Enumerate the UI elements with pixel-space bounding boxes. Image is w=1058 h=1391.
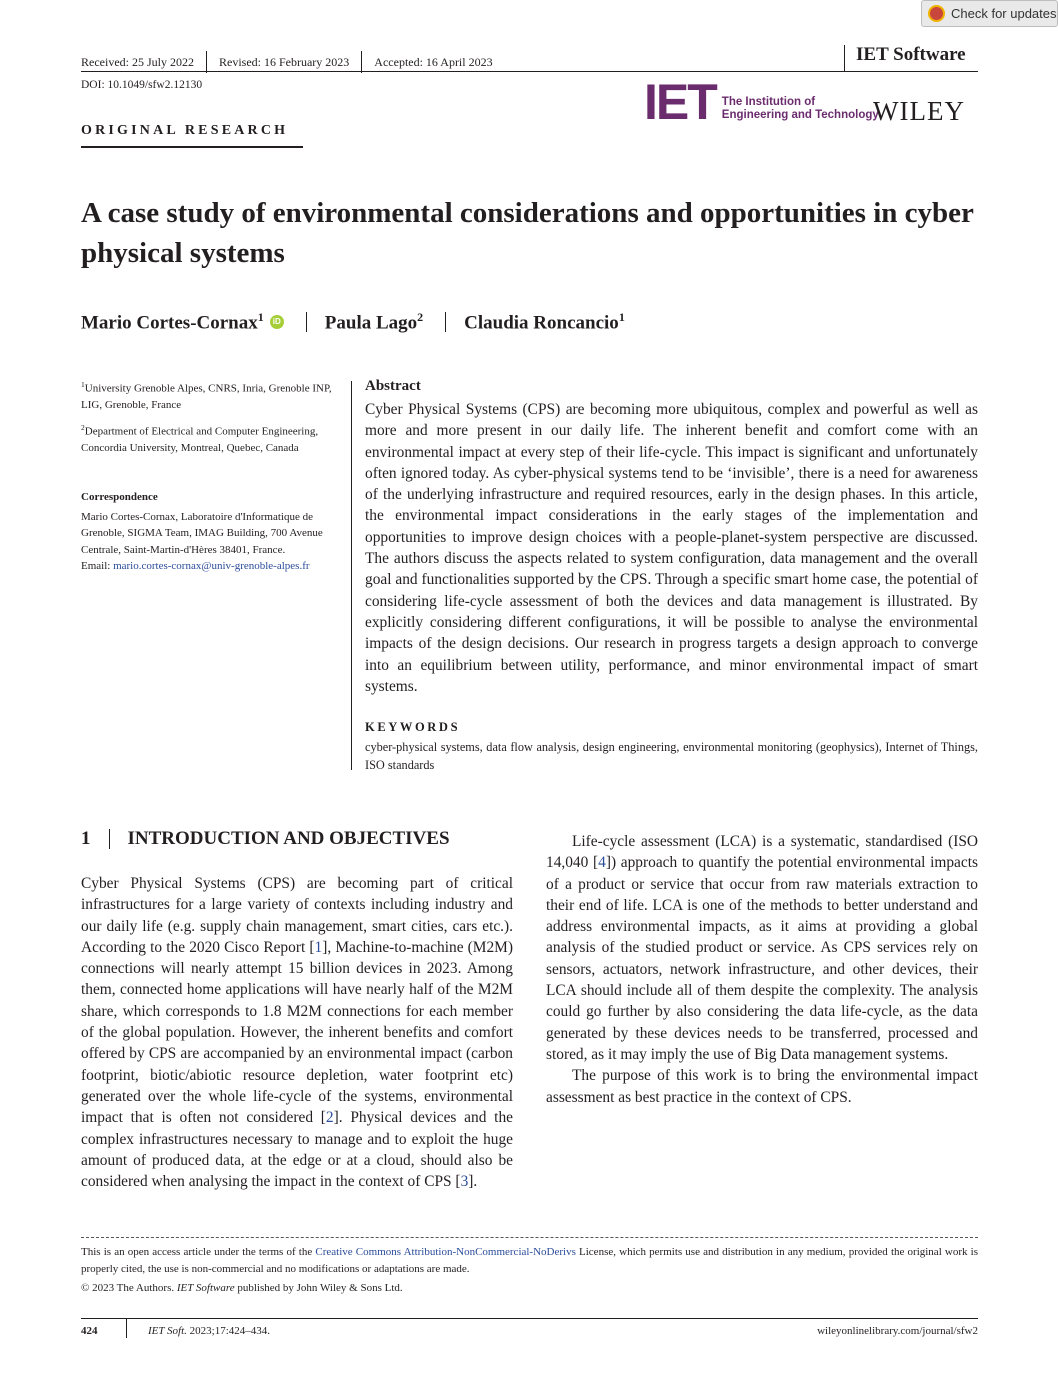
- accepted-date: Accepted: 16 April 2023: [374, 54, 493, 69]
- affiliation: $^2$Department of Electrical and Computer Engineering, Concordia University, Montreal, Quebec, Canada: [81, 422, 319, 454]
- divider: [109, 829, 110, 849]
- body-paragraph: Cyber Physical Systems (CPS) are becoming part of critical infrastructures for a large variety of contexts including industry and our daily life (e.g. supply chain management, smart cities, cars etc.). According to the 2020 Cisco Report [1], Machine-to-machine (M2M) connections will nearly attempt 15 billion devices in 2023. Among them, connected home applications will have nearly half of the M2M share, which corresponds to 1.8 M2M connections for each member of the global population. However, the inherent benefits and comfort offered by CPS are accompanied by an environmental impact (carbon footprint, biotic/abiotic resource depletion, water footprint etc) generated over the whole life-cycle of the systems, environmental impact that is often not considered [2]. Physical devices and the complex infrastructures necessary to manage and to exploit the huge amount of produced data, at the edge or at a cloud, should also be considered when analysing the impact in the context of CPS [3].: [81, 875, 513, 1191]
- citation-link[interactable]: 2: [325, 1109, 334, 1127]
- body-column-right: [546, 831, 978, 1108]
- check-for-updates-label: Check for updates: [951, 6, 1057, 21]
- iet-logo-line1: The Institution of: [721, 96, 816, 108]
- divider: [445, 312, 446, 332]
- body-column-left: [81, 873, 513, 1192]
- article-dates: [81, 51, 493, 73]
- abstract-text: Cyber Physical Systems (CPS) are becoming more ubiquitous, complex and powerful as well as more and more present in our daily life. The inherent benefit and comfort come with an environmental impact at every step of their life-cycle. This impact is significant and unfortunately often ignored today. As cyber-physical systems tend to be ‘invisible’, there is a need for awareness of the underlying infrastructure and required resources, early in the design phases. In this article, the environmental impact considerations in the early stages of the implementation and opportunities to improve design choices with a people-planet-system perspective are discussed. The authors discuss the aspects related to system configuration, data management and the overall goal and functionalities supported by the CPS. Through a specific smart home case, the potential of considering life-cycle assessment of both the devices and data management is illustrated. By explicitly considering different configurations, it will be possible to analyse the environmental impacts of the design decisions. Our research in progress targets a design approach to converge into an equilibrium between utility, performance, and minor environmental impact of smart systems.: [365, 401, 978, 695]
- crossmark-icon: [928, 5, 945, 22]
- keywords-heading: KEYWORDS: [365, 720, 461, 734]
- license-link[interactable]: Creative Commons Attribution-NonCommercial-NoDerivs: [315, 1246, 576, 1258]
- correspondence-heading: Correspondence: [81, 491, 158, 503]
- citation-link[interactable]: 4: [598, 854, 606, 872]
- abstract-rule: [351, 381, 352, 770]
- iet-logo: [644, 74, 879, 130]
- correspondence-body: [81, 509, 337, 575]
- citation: IET Soft. 2023;17:424–434.: [148, 1325, 271, 1337]
- license-text: This is an open access article under the terms of the Creative Commons Attribution-NonCommercial-NoDerivs License, which permits use and distribution in any medium, provided the original work is properly cited, the use is non-commercial and no modifications or adaptations are made.: [81, 1246, 978, 1275]
- section-heading: [81, 828, 450, 850]
- author-name[interactable]: Mario Cortes-Cornax$^1$: [81, 310, 264, 334]
- revised-date: Revised: 16 February 2023: [218, 54, 350, 69]
- author-list: [81, 310, 625, 334]
- section-number: 1: [81, 828, 91, 849]
- article-title: A case study of environmental considerations and opportunities in cyber physical systems: [81, 197, 974, 269]
- divider: [126, 1318, 127, 1338]
- author-name[interactable]: Paula Lago$^2$: [324, 310, 424, 334]
- email-link[interactable]: mario.cortes-cornax@univ-grenoble-alpes.fr: [113, 560, 310, 573]
- journal-website-link[interactable]: wileyonlinelibrary.com/journal/sfw2: [817, 1325, 978, 1337]
- header-rule: [81, 71, 978, 72]
- article-type-underline: [81, 146, 303, 148]
- email-label: Email:: [81, 560, 114, 573]
- affiliation: $^1$University Grenoble Alpes, CNRS, Inria, Grenoble INP, LIG, Grenoble, France: [81, 380, 332, 412]
- copyright: © 2023 The Authors. IET Software published by John Wiley & Sons Ltd.: [81, 1282, 403, 1294]
- check-for-updates-button[interactable]: [921, 0, 1058, 27]
- author-name[interactable]: Claudia Roncancio$^1$: [464, 310, 625, 334]
- journal-name: IET Software: [856, 44, 966, 65]
- citation-link[interactable]: 3: [460, 1173, 469, 1191]
- received-date: Received: 25 July 2022: [81, 54, 194, 69]
- divider: [844, 45, 845, 71]
- iet-logo-letters: IET: [644, 74, 716, 130]
- article-type: ORIGINAL RESEARCH: [81, 123, 289, 138]
- iet-logo-line2: Engineering and Technology: [721, 109, 879, 121]
- divider: [306, 312, 307, 332]
- divider: [206, 51, 207, 73]
- divider: [361, 51, 362, 73]
- iet-logo-text: [722, 96, 879, 122]
- footer-dashed-rule: [81, 1237, 978, 1238]
- page-number: 424: [81, 1325, 98, 1337]
- affiliations: [81, 377, 337, 462]
- wiley-logo: WILEY: [873, 96, 965, 126]
- citation-link[interactable]: 1: [314, 938, 323, 956]
- footer-rule: [81, 1318, 978, 1319]
- body-paragraph: Life-cycle assessment (LCA) is a systematic, standardised (ISO 14,040 [4]) approach to quantify the potential environmental impacts of a product or service that occur from raw materials extraction to their end of life. LCA is one of the methods to better understand and address environmental impacts, as it aims at providing a global analysis of the studied product or service. As CPS services rely on sensors, actuators, network infrastructure, and other devices, their LCA should include all of them despite the complexity. The analysis could go further by also considering the data life-cycle, as the data generated by these devices needs to be transferred, processed and stored, as it may imply the use of Big Data management systems.: [546, 833, 978, 1063]
- keywords-text: cyber-physical systems, data flow analysis, design engineering, environmental monitoring (geophysics), Internet of Things, ISO standards: [365, 740, 978, 772]
- doi: DOI: 10.1049/sfw2.12130: [81, 79, 203, 91]
- section-title: INTRODUCTION AND OBJECTIVES: [127, 828, 450, 849]
- abstract-heading: Abstract: [365, 378, 421, 394]
- correspondence-address: Mario Cortes-Cornax, Laboratoire d'Informatique de Grenoble, SIGMA Team, IMAG Building, 700 Avenue Centrale, Saint-Martin-d'Hères 38401, France.: [81, 511, 323, 556]
- body-paragraph: The purpose of this work is to bring the environmental impact assessment as best practice in the context of CPS.: [546, 1067, 978, 1106]
- orcid-icon[interactable]: iD: [270, 315, 284, 329]
